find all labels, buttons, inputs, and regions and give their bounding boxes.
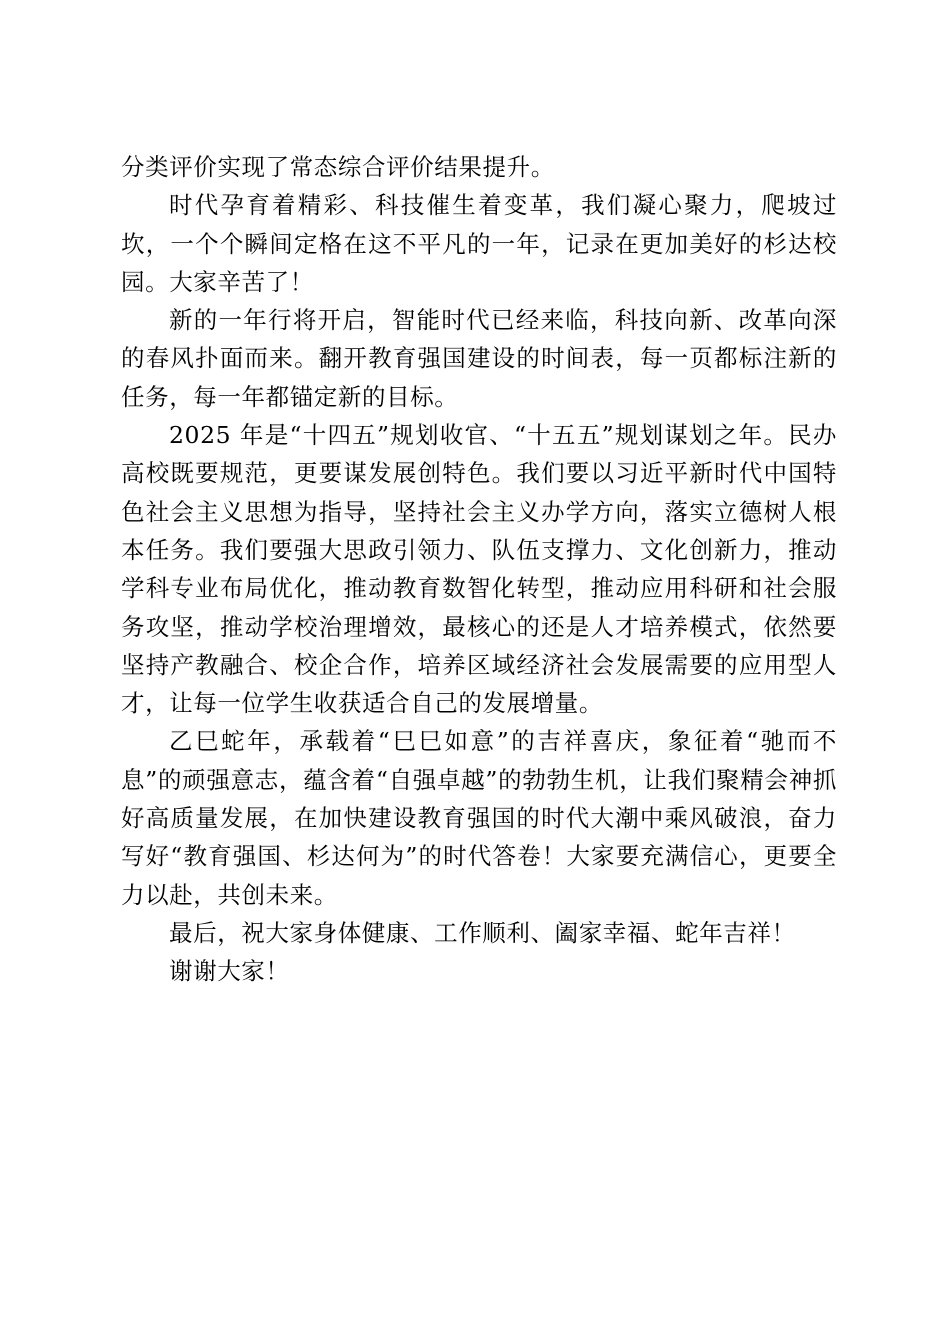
paragraph-blessings: 最后，祝大家身体健康、工作顺利、阖家幸福、蛇年吉祥！ [169,918,796,947]
paragraph-continuation: 分类评价实现了常态综合评价结果提升。 [121,153,555,181]
paragraph-2025-plan: 2025 年是“十四五”规划收官、“十五五”规划谋划之年。民办高校既要规范，更要谋发展创特色。我们要以习近平新时代中国特色社会主义思想为指导，坚持社会主义办学方向，落实立德树人根本任务。我们要强大思政引领力、队伍支撑力、文化创新力，推动学科专业布局优化，推动教育数智化转型，推动应用科研和社会服务攻坚，推动学校治理增效，最核心的还是人才培养模式，依然要坚持产教融合、校企合作，培养区域经济社会发展需要的应用型人才，让每一位学生收获适合自己的发展增量。 [121,421,837,718]
paragraph-thanks: 谢谢大家！ [169,957,290,986]
document-body [121,148,837,991]
paragraph-new-year: 新的一年行将开启，智能时代已经来临，科技向新、改革向深的春风扑面而来。翻开教育强国建设的时间表，每一页都标注新的任务，每一年都锚定新的目标。 [121,306,837,411]
paragraph-era-changes: 时代孕育着精彩、科技催生着变革，我们凝心聚力，爬坡过坎，一个个瞬间定格在这不平凡的一年，记录在更加美好的杉达校园。大家辛苦了！ [121,191,837,296]
paragraph-snake-year: 乙巳蛇年，承载着“巳巳如意”的吉祥喜庆，象征着“驰而不息”的顽强意志，蕴含着“自强卓越”的勃勃生机，让我们聚精会神抓好高质量发展，在加快建设教育强国的时代大潮中乘风破浪，奋力写好“教育强国、杉达何为”的时代答卷！大家要充满信心，更要全力以赴，共创未来。 [121,727,837,909]
